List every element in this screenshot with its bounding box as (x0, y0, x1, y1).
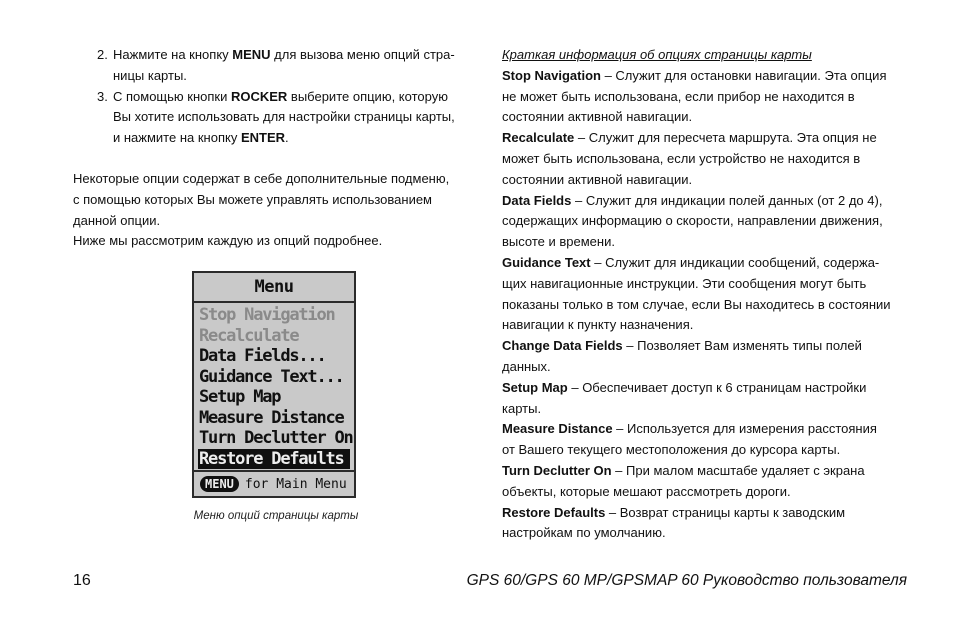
step-text: выберите опцию, которую (287, 88, 448, 104)
option-description: от Вашего текущего местоположения до курсора карты. (502, 442, 841, 458)
entry-line (502, 149, 914, 170)
entry-line (502, 419, 914, 440)
option-description: – Служит для остановки навигации. Эта опция (600, 67, 887, 83)
entry-line (502, 232, 914, 253)
menu-item-stop-navigation: Stop Navigation (199, 305, 335, 325)
option-entry (502, 461, 914, 503)
menu-item-setup-map: Setup Map (199, 387, 281, 407)
option-description: содержащих информацию о скорости, направлении движения, (502, 213, 883, 229)
entry-line (502, 274, 914, 295)
step-number: 3. (97, 88, 108, 104)
footer-title: GPS 60/GPS 60 MP/GPSMAP 60 Руководство пользователя (466, 572, 907, 589)
entry-line (502, 399, 914, 420)
right-column (502, 45, 914, 544)
option-description: – Возврат страницы карты к заводским (605, 504, 846, 520)
entry-line (502, 87, 914, 108)
step-number: 2. (97, 47, 108, 62)
entry-line (502, 482, 914, 503)
entry-line (502, 503, 914, 524)
entry-line (502, 440, 914, 461)
option-description: – Позволяет Вам изменять типы полей (622, 338, 862, 354)
menu-item-turn-declutter-on: Turn Declutter On (199, 428, 353, 448)
paragraph-line: данной опции. (73, 212, 161, 228)
entry-line (502, 66, 914, 87)
entry-line (502, 357, 914, 378)
option-description: карты. (502, 400, 542, 416)
option-entry (502, 503, 914, 545)
entry-line (502, 461, 914, 482)
option-description: – При малом масштабе удаляет с экрана (611, 462, 865, 478)
option-term: Turn Declutter On (502, 462, 612, 478)
menu-items (194, 303, 354, 469)
option-term: Change Data Fields (502, 338, 623, 354)
option-entry (502, 378, 914, 420)
menu-footer (194, 470, 354, 496)
menu-item-recalculate: Recalculate (199, 325, 299, 346)
entry-line (502, 315, 914, 336)
option-description: – Служит для индикации сообщений, содержа- (590, 254, 880, 270)
menu-item-guidance-text: Guidance Text... (199, 366, 344, 387)
option-description: настройкам по умолчанию. (502, 525, 666, 541)
option-entry (502, 336, 914, 378)
option-term: Setup Map (502, 379, 568, 395)
menu-item-measure-distance: Measure Distance (199, 407, 344, 428)
menu-key-badge: MENU (200, 476, 239, 492)
entry-line (502, 378, 914, 399)
option-entries (502, 66, 914, 544)
page-number: 16 (73, 572, 91, 589)
option-term: Stop Navigation (502, 67, 601, 83)
option-term: Guidance Text (502, 254, 591, 270)
option-entry (502, 253, 914, 336)
figure-caption: Меню опций страницы карты (193, 510, 359, 522)
gps-menu-screenshot (192, 271, 356, 498)
option-description: высоте и времени. (502, 234, 615, 250)
step-text: и нажмите на кнопку (113, 130, 241, 146)
option-term: Recalculate (502, 130, 575, 146)
option-description: щих навигационные инструкции. Эти сообщения могут быть (502, 275, 867, 291)
entry-line (502, 336, 914, 357)
option-term: Restore Defaults (502, 504, 606, 520)
key-name: MENU (232, 47, 271, 62)
intro-paragraph (73, 169, 473, 252)
option-description: данных. (502, 358, 551, 374)
paragraph-line: Ниже мы рассмотрим каждую из опций подробнее. (73, 233, 383, 249)
option-description: состоянии активной навигации. (502, 109, 693, 125)
option-term: Data Fields (502, 192, 572, 208)
option-description: навигации к пункту назначения. (502, 317, 694, 333)
option-description: не может быть использована, если прибор не находится в (502, 88, 855, 104)
paragraph-line: с помощью которых Вы можете управлять использованием (73, 191, 432, 207)
option-term: Measure Distance (502, 421, 613, 437)
entry-line (502, 170, 914, 191)
step-text: Вы хотите использовать для настройки страницы карты, (113, 109, 455, 125)
entry-line (502, 107, 914, 128)
menu-footer-text: for Main Menu (244, 476, 347, 492)
entry-line (502, 211, 914, 232)
step-text: . (285, 130, 289, 146)
option-entry (502, 66, 914, 128)
section-heading: Краткая информация об опциях страницы карты (502, 47, 812, 62)
option-entry (502, 191, 914, 253)
step-2 (97, 45, 473, 87)
key-name: ENTER (240, 130, 285, 146)
step-3 (97, 87, 473, 149)
entry-line (502, 523, 914, 544)
step-text: С помощью кнопки (113, 88, 231, 104)
paragraph-line: Некоторые опции содержат в себе дополнительные подменю, (73, 170, 450, 186)
option-description: – Служит для индикации полей данных (от 2 до 4), (571, 192, 883, 208)
entry-line (502, 253, 914, 274)
entry-line (502, 295, 914, 316)
option-description: – Обеспечивает доступ к 6 страницам настройки (567, 379, 867, 395)
option-entry (502, 128, 914, 190)
option-description: состоянии активной навигации. (502, 171, 693, 187)
option-description: объекты, которые мешают рассмотреть дороги. (502, 483, 791, 499)
left-column (73, 45, 473, 252)
option-description: – Используется для измерения расстояния (612, 421, 877, 437)
step-text: для вызова меню опций стра- (270, 47, 455, 62)
step-text: ницы карты. (113, 67, 187, 83)
option-description: – Служит для пересчета маршрута. Эта опция не (574, 130, 877, 146)
menu-title: Menu (194, 273, 354, 303)
entry-line (502, 191, 914, 212)
entry-line (502, 128, 914, 149)
option-entry (502, 419, 914, 461)
option-description: показаны только в том случае, если Вы находитесь в состоянии (502, 296, 891, 312)
step-text: Нажмите на кнопку (113, 47, 233, 62)
key-name: ROCKER (230, 88, 288, 104)
menu-item-data-fields: Data Fields... (199, 346, 326, 366)
option-description: может быть использована, если устройство не находится в (502, 150, 861, 166)
menu-item-restore-defaults: Restore Defaults (198, 449, 350, 470)
